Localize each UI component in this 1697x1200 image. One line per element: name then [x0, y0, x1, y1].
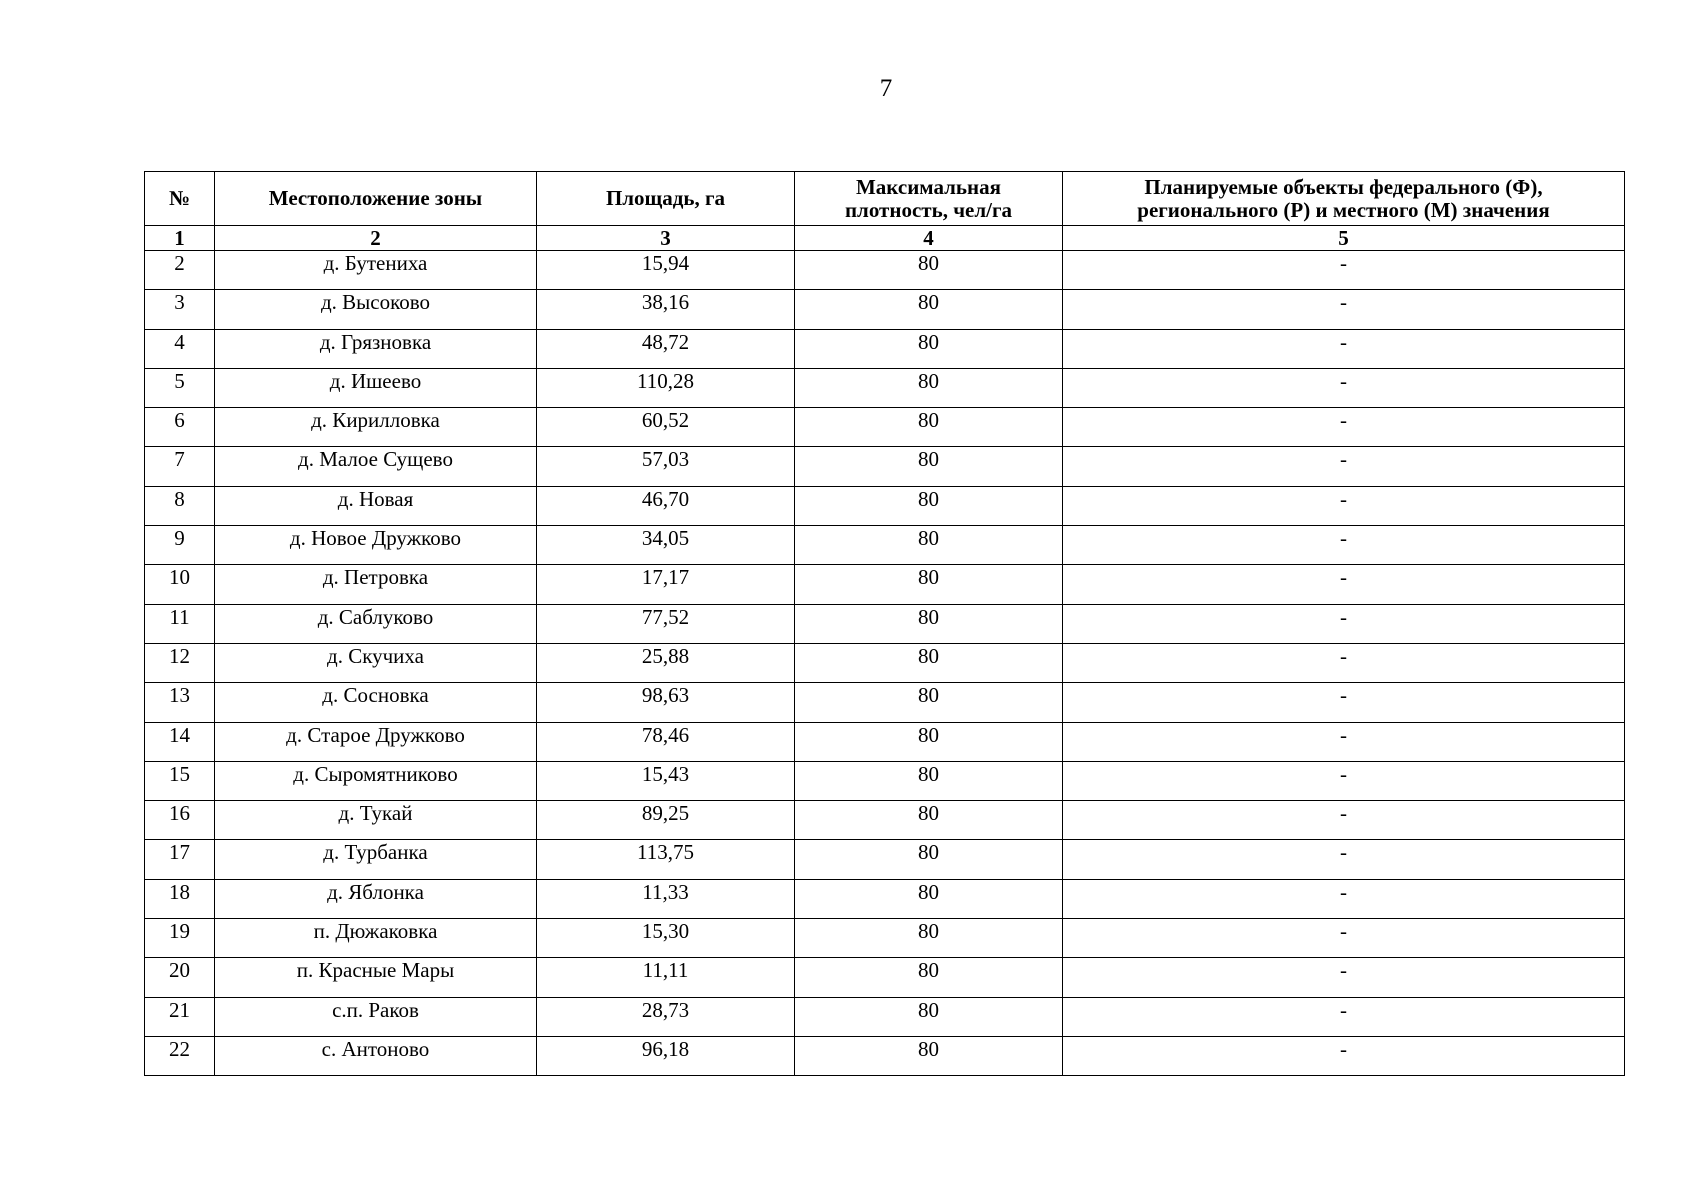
zone-area: 11,33	[537, 879, 795, 918]
max-density: 80	[795, 1036, 1063, 1075]
max-density: 80	[795, 643, 1063, 682]
column-index: 1	[145, 226, 215, 251]
planned-objects: -	[1063, 643, 1625, 682]
zone-location: д. Скучиха	[215, 643, 537, 682]
max-density: 80	[795, 486, 1063, 525]
zone-area: 38,16	[537, 290, 795, 329]
header-number: №	[145, 172, 215, 226]
table-row	[145, 997, 1625, 1036]
planned-objects: -	[1063, 290, 1625, 329]
planned-objects: -	[1063, 447, 1625, 486]
planned-objects: -	[1063, 958, 1625, 997]
table-column-index-row	[145, 226, 1625, 251]
table-header-row	[145, 172, 1625, 226]
table-row	[145, 840, 1625, 879]
table-row	[145, 526, 1625, 565]
zone-location: д. Высоково	[215, 290, 537, 329]
zone-location: д. Сосновка	[215, 683, 537, 722]
zone-location: д. Саблуково	[215, 604, 537, 643]
max-density: 80	[795, 408, 1063, 447]
row-number: 2	[145, 251, 215, 290]
max-density: 80	[795, 251, 1063, 290]
zone-location: п. Красные Мары	[215, 958, 537, 997]
planned-objects: -	[1063, 840, 1625, 879]
column-index: 3	[537, 226, 795, 251]
row-number: 6	[145, 408, 215, 447]
table-row	[145, 643, 1625, 682]
planned-objects: -	[1063, 526, 1625, 565]
planned-objects: -	[1063, 368, 1625, 407]
table-row	[145, 919, 1625, 958]
table-row	[145, 1036, 1625, 1075]
header-area: Площадь, га	[537, 172, 795, 226]
zone-area: 77,52	[537, 604, 795, 643]
max-density: 80	[795, 840, 1063, 879]
table-row	[145, 290, 1625, 329]
row-number: 19	[145, 919, 215, 958]
row-number: 7	[145, 447, 215, 486]
zone-area: 89,25	[537, 801, 795, 840]
zone-area: 25,88	[537, 643, 795, 682]
zone-location: д. Ишеево	[215, 368, 537, 407]
zone-area: 15,94	[537, 251, 795, 290]
zone-area: 113,75	[537, 840, 795, 879]
row-number: 15	[145, 761, 215, 800]
max-density: 80	[795, 801, 1063, 840]
row-number: 17	[145, 840, 215, 879]
zone-location: с. Антоново	[215, 1036, 537, 1075]
row-number: 21	[145, 997, 215, 1036]
max-density: 80	[795, 368, 1063, 407]
zone-area: 46,70	[537, 486, 795, 525]
zone-area: 11,11	[537, 958, 795, 997]
zone-location: д. Старое Дружково	[215, 722, 537, 761]
zone-location: д. Новое Дружково	[215, 526, 537, 565]
row-number: 5	[145, 368, 215, 407]
max-density: 80	[795, 604, 1063, 643]
table-row	[145, 683, 1625, 722]
table-body	[145, 251, 1625, 1076]
table-row	[145, 722, 1625, 761]
zone-area: 15,30	[537, 919, 795, 958]
planned-objects: -	[1063, 683, 1625, 722]
max-density: 80	[795, 761, 1063, 800]
zone-area: 98,63	[537, 683, 795, 722]
planned-objects: -	[1063, 801, 1625, 840]
row-number: 20	[145, 958, 215, 997]
zone-area: 17,17	[537, 565, 795, 604]
row-number: 18	[145, 879, 215, 918]
row-number: 12	[145, 643, 215, 682]
row-number: 8	[145, 486, 215, 525]
planned-objects: -	[1063, 329, 1625, 368]
planned-objects: -	[1063, 761, 1625, 800]
planned-objects: -	[1063, 879, 1625, 918]
table-row	[145, 565, 1625, 604]
table-row	[145, 604, 1625, 643]
table-row	[145, 958, 1625, 997]
header-planned-objects: Планируемые объекты федерального (Ф), регионального (Р) и местного (М) значения	[1063, 172, 1625, 226]
max-density: 80	[795, 526, 1063, 565]
row-number: 10	[145, 565, 215, 604]
zone-area: 60,52	[537, 408, 795, 447]
zone-location: д. Малое Сущево	[215, 447, 537, 486]
table-row	[145, 408, 1625, 447]
planned-objects: -	[1063, 1036, 1625, 1075]
row-number: 13	[145, 683, 215, 722]
zone-area: 15,43	[537, 761, 795, 800]
max-density: 80	[795, 722, 1063, 761]
column-index: 5	[1063, 226, 1625, 251]
max-density: 80	[795, 958, 1063, 997]
max-density: 80	[795, 919, 1063, 958]
planned-objects: -	[1063, 251, 1625, 290]
max-density: 80	[795, 290, 1063, 329]
column-index: 4	[795, 226, 1063, 251]
row-number: 14	[145, 722, 215, 761]
planned-objects: -	[1063, 919, 1625, 958]
max-density: 80	[795, 683, 1063, 722]
zone-area: 34,05	[537, 526, 795, 565]
header-location: Местоположение зоны	[215, 172, 537, 226]
row-number: 3	[145, 290, 215, 329]
table-row	[145, 801, 1625, 840]
zones-table	[144, 171, 1625, 1076]
header-density: Максимальная плотность, чел/га	[795, 172, 1063, 226]
page-number: 7	[879, 75, 893, 102]
max-density: 80	[795, 997, 1063, 1036]
zone-location: д. Грязновка	[215, 329, 537, 368]
zone-area: 48,72	[537, 329, 795, 368]
zone-location: д. Турбанка	[215, 840, 537, 879]
table-row	[145, 329, 1625, 368]
max-density: 80	[795, 879, 1063, 918]
planned-objects: -	[1063, 722, 1625, 761]
table-row	[145, 368, 1625, 407]
table-row	[145, 251, 1625, 290]
table-row	[145, 761, 1625, 800]
planned-objects: -	[1063, 565, 1625, 604]
zone-location: д. Кирилловка	[215, 408, 537, 447]
table-row	[145, 486, 1625, 525]
zone-location: д. Тукай	[215, 801, 537, 840]
max-density: 80	[795, 329, 1063, 368]
row-number: 4	[145, 329, 215, 368]
table-row	[145, 879, 1625, 918]
planned-objects: -	[1063, 997, 1625, 1036]
table-row	[145, 447, 1625, 486]
zone-location: д. Новая	[215, 486, 537, 525]
zone-area: 28,73	[537, 997, 795, 1036]
max-density: 80	[795, 565, 1063, 604]
zone-area: 78,46	[537, 722, 795, 761]
zone-location: д. Сыромятниково	[215, 761, 537, 800]
zone-area: 110,28	[537, 368, 795, 407]
column-index: 2	[215, 226, 537, 251]
planned-objects: -	[1063, 604, 1625, 643]
zone-location: п. Дюжаковка	[215, 919, 537, 958]
row-number: 11	[145, 604, 215, 643]
row-number: 16	[145, 801, 215, 840]
zone-area: 96,18	[537, 1036, 795, 1075]
zone-location: д. Бутениха	[215, 251, 537, 290]
planned-objects: -	[1063, 408, 1625, 447]
row-number: 9	[145, 526, 215, 565]
zone-location: с.п. Раков	[215, 997, 537, 1036]
max-density: 80	[795, 447, 1063, 486]
zone-area: 57,03	[537, 447, 795, 486]
zone-location: д. Петровка	[215, 565, 537, 604]
planned-objects: -	[1063, 486, 1625, 525]
zone-location: д. Яблонка	[215, 879, 537, 918]
row-number: 22	[145, 1036, 215, 1075]
